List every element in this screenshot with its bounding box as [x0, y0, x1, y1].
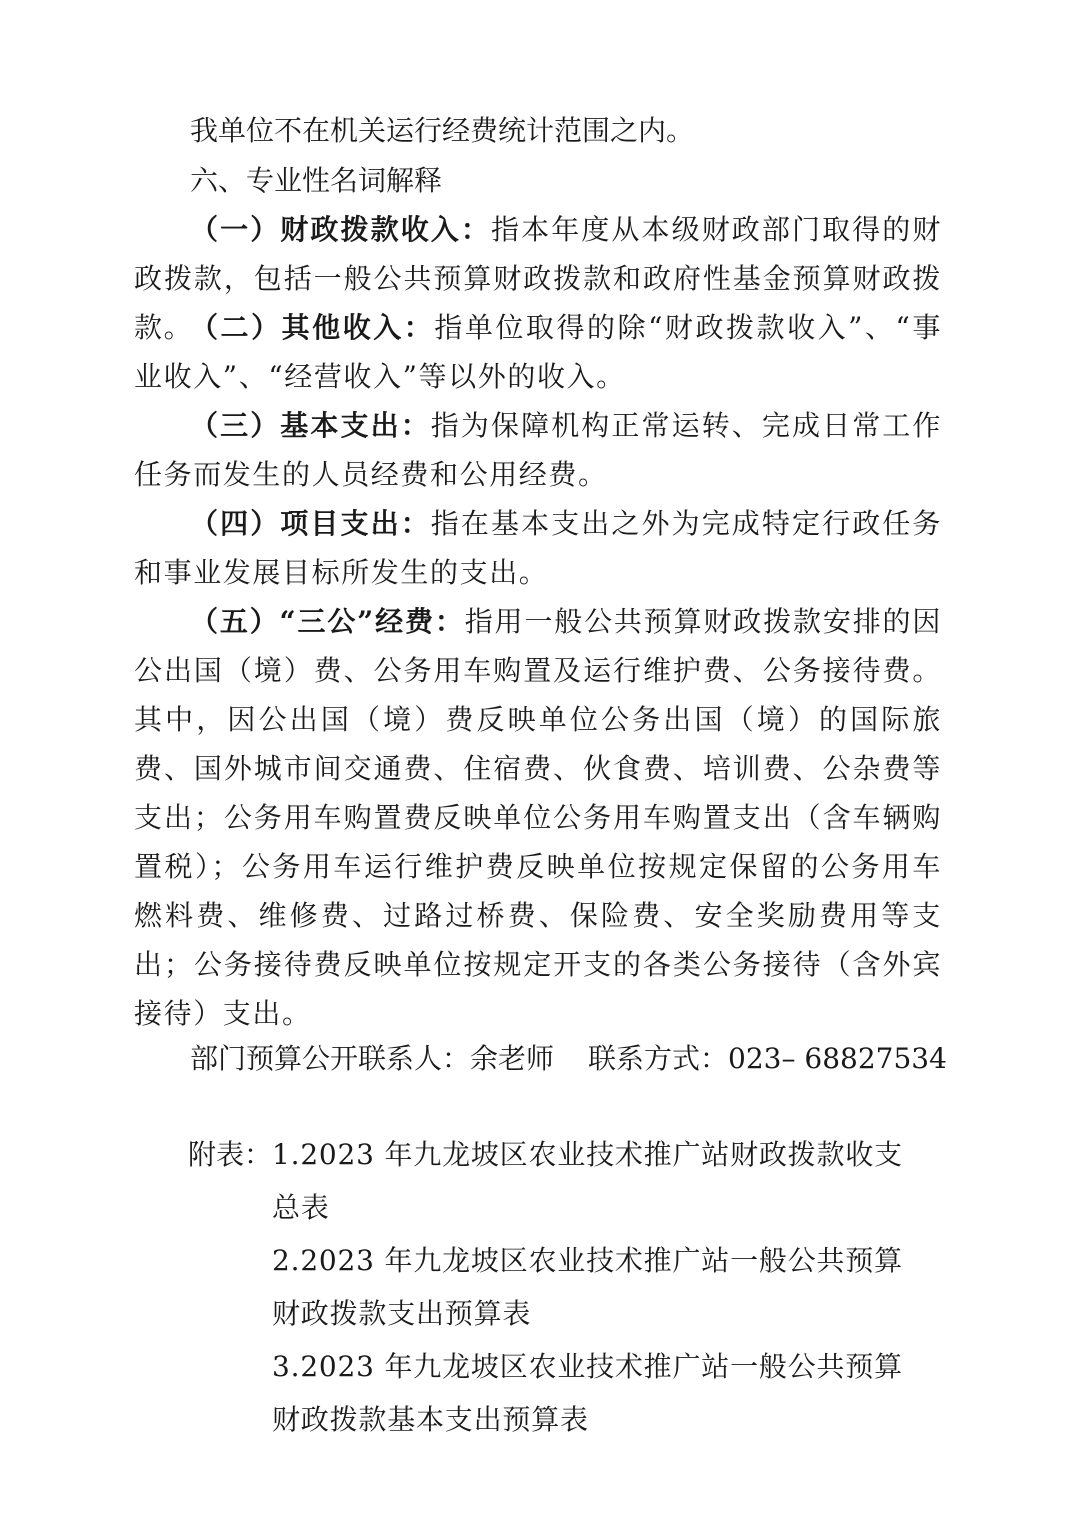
- term-title: （一）财政拨款收入：: [190, 213, 491, 246]
- term-text: 指本年度从本级财政部门取得的财政拨款，包括一般公共预算财政拨款和政府性基金预算财政拨款。: [134, 213, 942, 344]
- contact-person-label: 部门预算公开联系人：: [190, 1042, 471, 1075]
- attachment-item: 2.2023 年九龙坡区农业技术推广站一般公共预算财政拨款支出预算表: [272, 1244, 903, 1330]
- contact-person: 余老师: [470, 1042, 555, 1075]
- attachment-label: 附表：: [188, 1138, 273, 1171]
- term-definition-3: [134, 401, 942, 499]
- term-title: （四）项目支出：: [190, 507, 431, 540]
- intro-line: 我单位不在机关运行经费统计范围之内。: [190, 114, 695, 147]
- term-title: （二）其他收入：: [190, 311, 435, 344]
- term-title: （五）“三公”经费：: [190, 605, 465, 638]
- section-heading: 六、专业性名词解释: [190, 164, 443, 197]
- attachment-list: [188, 1128, 922, 1446]
- attachment-item: 3.2023 年九龙坡区农业技术推广站一般公共预算财政拨款基本支出预算表: [272, 1350, 903, 1436]
- term-text: 指为保障机构正常运转、完成日常工作任务而发生的人员经费和公用经费。: [134, 409, 942, 491]
- term-text: 指单位取得的除“财政拨款收入”、“事业收入”、“经营收入”等以外的收入。: [134, 311, 942, 393]
- term-definition-5: [134, 597, 942, 1038]
- term-text: 指在基本支出之外为完成特定行政任务和事业发展目标所发生的支出。: [134, 507, 942, 589]
- attachment-item: 1.2023 年九龙坡区农业技术推广站财政拨款收支总表: [272, 1138, 903, 1224]
- contact-line: [190, 1034, 947, 1084]
- term-text: 指用一般公共预算财政拨款安排的因公出国（境）费、公务用车购置及运行维护费、公务接待费。其中，因公出国（境）费反映单位公务出国（境）的国际旅费、国外城市间交通费、住宿费、伙食费、培训费、公杂费等支出；公务用车购置费反映单位公务用车购置支出（含车辆购置税）；公务用车运行维护费反映单位按规定保留的公务用车燃料费、维修费、过路过桥费、保险费、安全奖励费用等支出；公务接待费反映单位按规定开支的各类公务接待（含外宾接待）支出。: [134, 605, 942, 1030]
- term-title: （三）基本支出：: [190, 409, 431, 442]
- contact-phone: 023– 68827534: [728, 1042, 947, 1075]
- term-definition-4: [134, 499, 942, 597]
- contact-method-label: 联系方式：: [588, 1042, 729, 1075]
- term-definition-2: [134, 303, 942, 401]
